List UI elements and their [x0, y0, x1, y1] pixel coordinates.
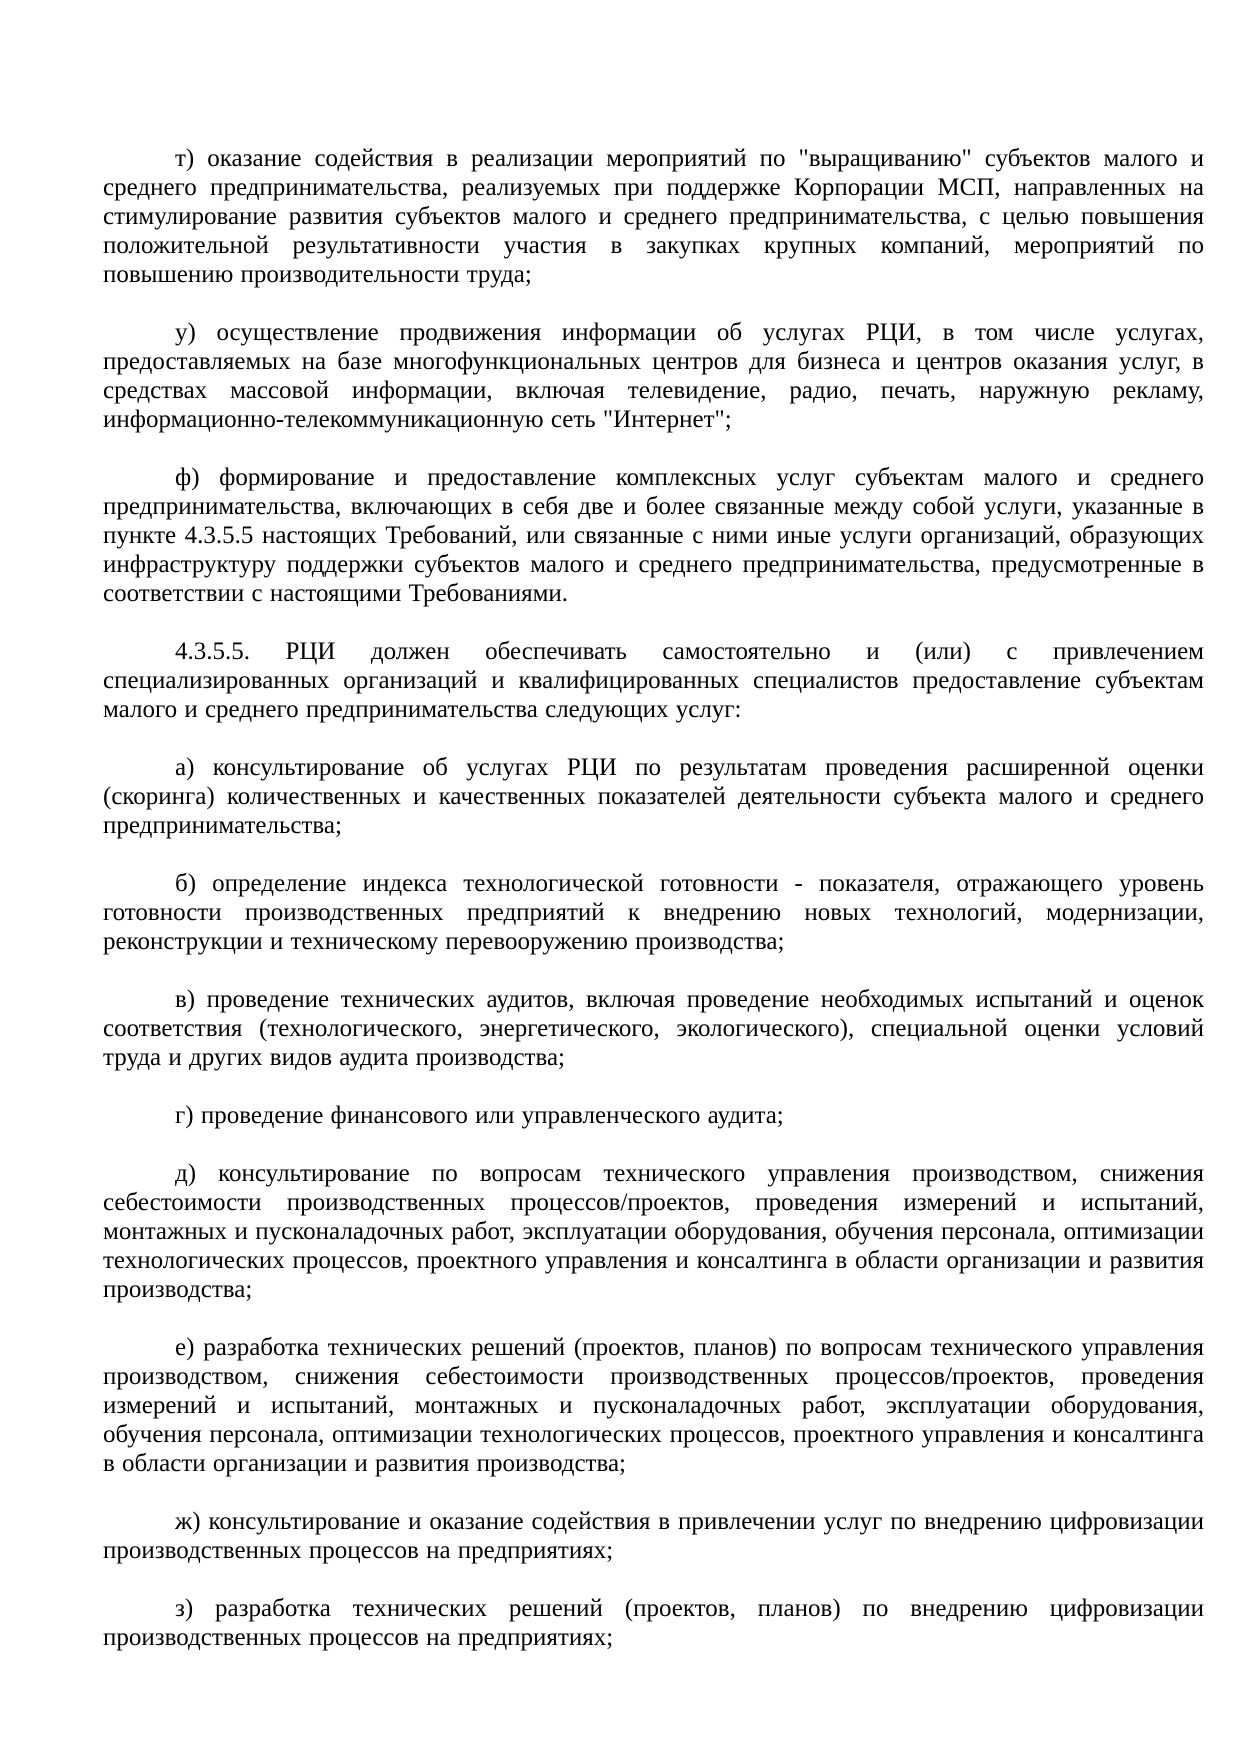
paragraph-item-zh: ж) консультирование и оказание содействия в привлечении услуг по внедрению цифровизации производственных процессов на предприятиях;	[103, 1508, 1204, 1564]
paragraph-item-u: у) осуществление продвижения информации об услугах РЦИ, в том числе услугах, предоставляемых на базе многофункциональных центров для бизнеса и центров оказания услуг, в средствах массовой информации, включая телевидение, радио, печать, наружную рекламу, информационно-телекоммуникационную сеть "Интернет";	[103, 319, 1204, 433]
paragraph-item-e: е) разработка технических решений (проектов, планов) по вопросам технического управления производством, снижения себестоимости производственных процессов/проектов, проведения измерений и испытаний, монтажных и пусконаладочных работ, эксплуатации оборудования, обучения персонала, оптимизации технологических процессов, проектного управления и консалтинга в области организации и развития производства;	[103, 1334, 1204, 1477]
clause-4-3-5-5: 4.3.5.5. РЦИ должен обеспечивать самостоятельно и (или) с привлечением специализированных организаций и квалифицированных специалистов предоставление субъектам малого и среднего предпринимательства следующих услуг:	[103, 638, 1204, 723]
paragraph-item-b: б) определение индекса технологической готовности - показателя, отражающего уровень готовности производственных предприятий к внедрению новых технологий, модернизации, реконструкции и техническому перевооружению производства;	[103, 870, 1204, 955]
paragraph-item-t: т) оказание содействия в реализации мероприятий по "выращиванию" субъектов малого и среднего предпринимательства, реализуемых при поддержке Корпорации МСП, направленных на стимулирование развития субъектов малого и среднего предпринимательства, с целью повышения положительной результативности участия в закупках крупных компаний, мероприятий по повышению производительности труда;	[103, 145, 1204, 288]
paragraph-item-g: г) проведение финансового или управленческого аудита;	[175, 1102, 784, 1129]
paragraph-item-d: д) консультирование по вопросам технического управления производством, снижения себестоимости производственных процессов/проектов, проведения измерений и испытаний, монтажных и пусконаладочных работ, эксплуатации оборудования, обучения персонала, оптимизации технологических процессов, проектного управления и консалтинга в области организации и развития производства;	[103, 1160, 1204, 1303]
paragraph-item-a: а) консультирование об услугах РЦИ по результатам проведения расширенной оценки (скоринга) количественных и качественных показателей деятельности субъекта малого и среднего предпринимательства;	[103, 754, 1204, 839]
paragraph-item-v: в) проведение технических аудитов, включая проведение необходимых испытаний и оценок соответствия (технологического, энергетического, экологического), специальной оценки условий труда и других видов аудита производства;	[103, 986, 1204, 1071]
paragraph-item-f: ф) формирование и предоставление комплексных услуг субъектам малого и среднего предпринимательства, включающих в себя две и более связанные между собой услуги, указанные в пункте 4.3.5.5 настоящих Требований, или связанные с ними иные услуги организаций, образующих инфраструктуру поддержки субъектов малого и среднего предпринимательства, предусмотренные в соответствии с настоящими Требованиями.	[103, 464, 1204, 607]
paragraph-item-z: з) разработка технических решений (проектов, планов) по внедрению цифровизации производственных процессов на предприятиях;	[103, 1595, 1204, 1651]
